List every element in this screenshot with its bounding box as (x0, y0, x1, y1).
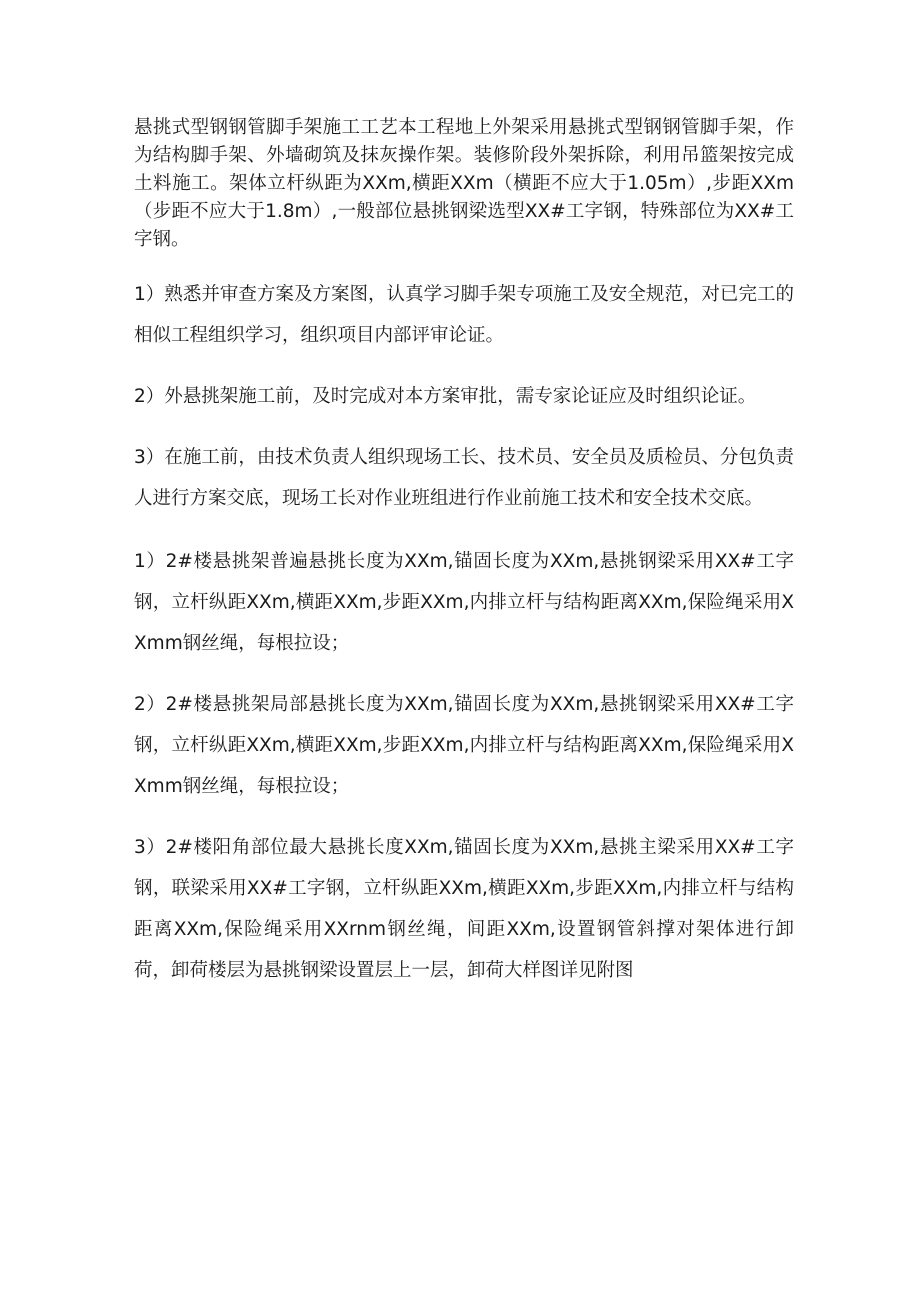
spec-item-3: 3）2#楼阳角部位最大悬挑长度XXm,锚固长度为XXm,悬挑主梁采用XX#工字钢，联梁采用XX#工字钢，立杆纵距XXm,横距XXm,步距XXm,内排立杆与结构距离XXm,保险绳采用XXrnm钢丝绳，间距XXm,设置钢管斜撑对架体进行卸荷，卸荷楼层为悬挑钢梁设置层上一层，卸荷大样图详见附图 (134, 837, 794, 981)
prep-item-2: 2）外悬挑架施工前，及时完成对本方案审批，需专家论证应及时组织论证。 (134, 386, 757, 407)
document-page (134, 114, 794, 1011)
prep-item-1: 1）熟悉并审查方案及方案图，认真学习脚手架专项施工及安全规范，对已完工的相似工程组织学习，组织项目内部评审论证。 (134, 284, 794, 346)
spec-item-1: 1）2#楼悬挑架普遍悬挑长度为XXm,锚固长度为XXm,悬挑钢梁采用XX#工字钢，立杆纵距XXm,横距XXm,步距XXm,内排立杆与结构距离XXm,保险绳采用XXmm钢丝绳，每根拉设； (134, 551, 794, 654)
prep-item-3: 3）在施工前，由技术负责人组织现场工长、技术员、安全员及质检员、分包负责人进行方案交底，现场工长对作业班组进行作业前施工技术和安全技术交底。 (134, 447, 794, 509)
intro-paragraph: 悬挑式型钢钢管脚手架施工工艺本工程地上外架采用悬挑式型钢钢管脚手架，作为结构脚手架、外墙砌筑及抹灰操作架。装修阶段外架拆除，利用吊篮架按完成土料施工。架体立杆纵距为XXm,横距XXm（横距不应大于1.05m）,步距XXm（步距不应大于1.8m）,一般部位悬挑钢梁选型XX#工字钢，特殊部位为XX#工字钢。 (134, 117, 794, 250)
spec-item-2: 2）2#楼悬挑架局部悬挑长度为XXm,锚固长度为XXm,悬挑钢梁采用XX#工字钢，立杆纵距XXm,横距XXm,步距XXm,内排立杆与结构距离XXm,保险绳采用XXmm钢丝绳，每根拉设； (134, 694, 794, 797)
